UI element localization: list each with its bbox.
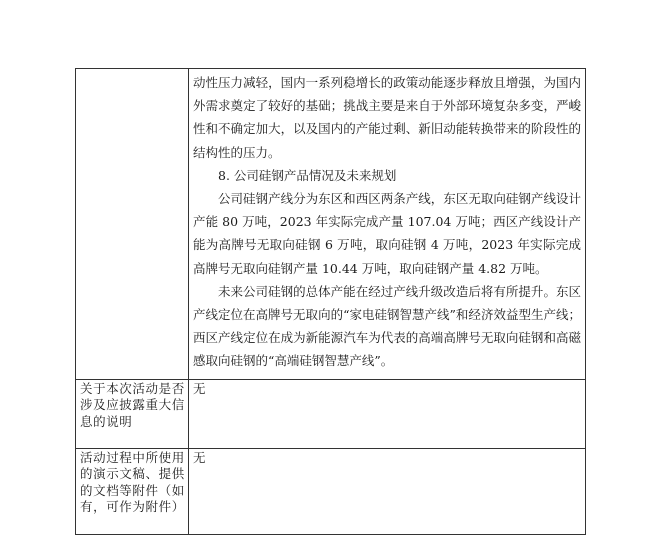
row-label: 活动过程中所使用的演示文稿、提供的文档等附件（如有，可作为附件）: [76, 448, 189, 534]
main-content-cell: [189, 69, 586, 380]
empty-label-cell: [76, 69, 189, 380]
paragraph-demand: 动性压力减轻，国内一系列稳增长的政策动能逐步释放且增强，为国内外需求奠定了较好的基础；挑战主要是来自于外部环境复杂多变，严峻性和不确定加大，以及国内的产能过剩、新旧动能转换带来的阶段性的结构性的压力。: [193, 75, 581, 160]
row-value: 无: [189, 379, 586, 448]
row-label: 关于本次活动是否涉及应披露重大信息的说明: [76, 379, 189, 448]
section-heading: 8. 公司硅钢产品情况及未来规划: [218, 167, 397, 183]
info-table: [75, 68, 586, 535]
row-value: 无: [189, 448, 586, 534]
table-row: [76, 448, 586, 534]
paragraph-production-lines: 公司硅钢产线分为东区和西区两条产线，东区无取向硅钢产线设计产能 80 万吨，2023 年实际完成产量 107.04 万吨；西区产线设计产能为高牌号无取向硅钢 6 万吨，取向硅钢 4 万吨，2023 年实际完成高牌号无取向硅钢产量 10.44 万吨，取向硅钢产量 4.82 万吨。: [193, 191, 581, 276]
table-row: [76, 379, 586, 448]
main-content-row: [76, 69, 586, 380]
paragraph-future-plan: 未来公司硅钢的总体产能在经过产线升级改造后将有所提升。东区产线定位在高牌号无取向的“家电硅钢智慧产线”和经济效益型生产线；西区产线定位在成为新能源汽车为代表的高端高牌号无取向硅钢和高磁感取向硅钢的“高端硅钢智慧产线”。: [193, 283, 581, 369]
